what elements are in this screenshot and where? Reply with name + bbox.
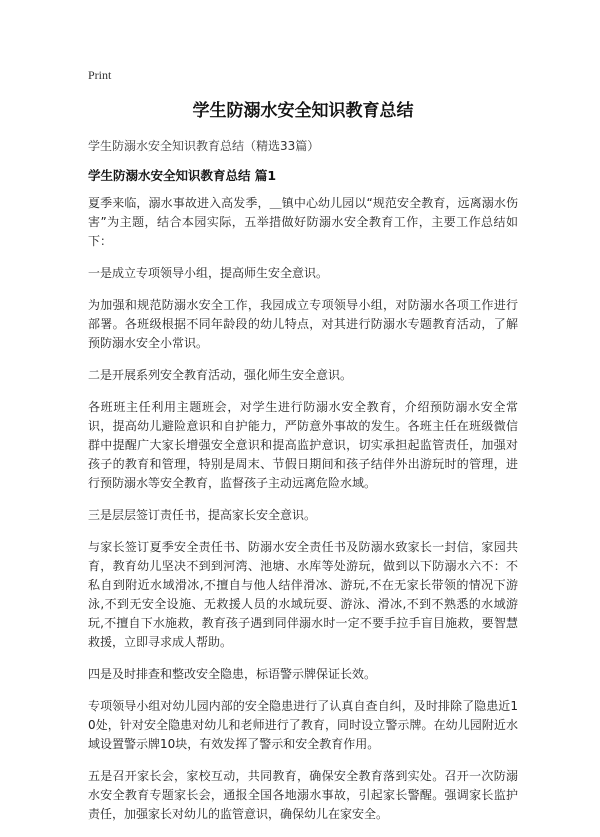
- point-five-body: 五是召开家长会，家校互动，共同教育，确保安全教育落到实处。召开一次防溺水安全教育专题家长会，通报全国各地溺水事故，引起家长警醒。强调家长监护责任，加强家长对幼儿的监管意识，确保幼儿在家安全。: [88, 769, 518, 821]
- point-one-body: 为加强和规范防溺水安全工作，我园成立专项领导小组，对防溺水各项工作进行部署。各班级根据不同年龄段的幼儿特点，对其进行防溺水专题教育活动，了解预防溺水安全小常识。: [88, 298, 518, 350]
- point-three-heading: 三是层层签订责任书，提高家长安全意识。: [88, 508, 317, 522]
- print-link[interactable]: Print: [88, 68, 112, 82]
- section-heading: 学生防溺水安全知识教育总结 篇1: [88, 168, 277, 183]
- document-subtitle: 学生防溺水安全知识教育总结（精选33篇）: [88, 139, 320, 153]
- point-one-heading: 一是成立专项领导小组，提高师生安全意识。: [88, 266, 329, 280]
- document-page: [88, 68, 518, 837]
- point-two-heading: 二是开展系列安全教育活动，强化师生安全意识。: [88, 368, 353, 382]
- point-four-body: 专项领导小组对幼儿园内部的安全隐患进行了认真自查自纠，及时排除了隐患近10处，针对安全隐患对幼儿和老师进行了教育，同时设立警示牌。在幼儿园附近水域设置警示牌10块，有效发挥了警示和安全教育作用。: [88, 699, 518, 751]
- point-three-body: 与家长签订夏季安全责任书、防溺水安全责任书及防溺水致家长一封信，家园共育，教育幼儿坚决不到到河湾、池塘、水库等处游玩，做到以下防溺水六不：不私自到附近水域滑冰,不擅自与他人结伴滑冰、游玩,不在无家长带领的情况下游泳,不到无安全设施、无救援人员的水域玩耍、游泳、滑冰,不到不熟悉的水域游玩,不擅自下水施救，教育孩子遇到同伴溺水时一定不要手拉手盲目施救，要智慧救援，立即寻求成人帮助。: [88, 540, 518, 649]
- intro-paragraph: 夏季来临，溺水事故进入高发季，＿镇中心幼儿园以“规范安全教育，远离溺水伤害”为主题，结合本园实际，五举措做好防溺水安全教育工作，主要工作总结如下：: [88, 196, 518, 248]
- point-two-body: 各班班主任利用主题班会，对学生进行防溺水安全教育，介绍预防溺水安全常识，提高幼儿避险意识和自护能力，严防意外事故的发生。各班主任在班级微信群中提醒广大家长增强安全意识和提高监护意识，切实承担起监管责任，加强对孩子的教育和管理，特别是周末、节假日期间和孩子结伴外出游玩时的管理，进行预防溺水等安全教育，监督孩子主动远离危险水域。: [88, 400, 518, 490]
- document-title: 学生防溺水安全知识教育总结: [192, 101, 414, 121]
- point-four-heading: 四是及时排查和整改安全隐患，标语警示牌保证长效。: [88, 667, 377, 681]
